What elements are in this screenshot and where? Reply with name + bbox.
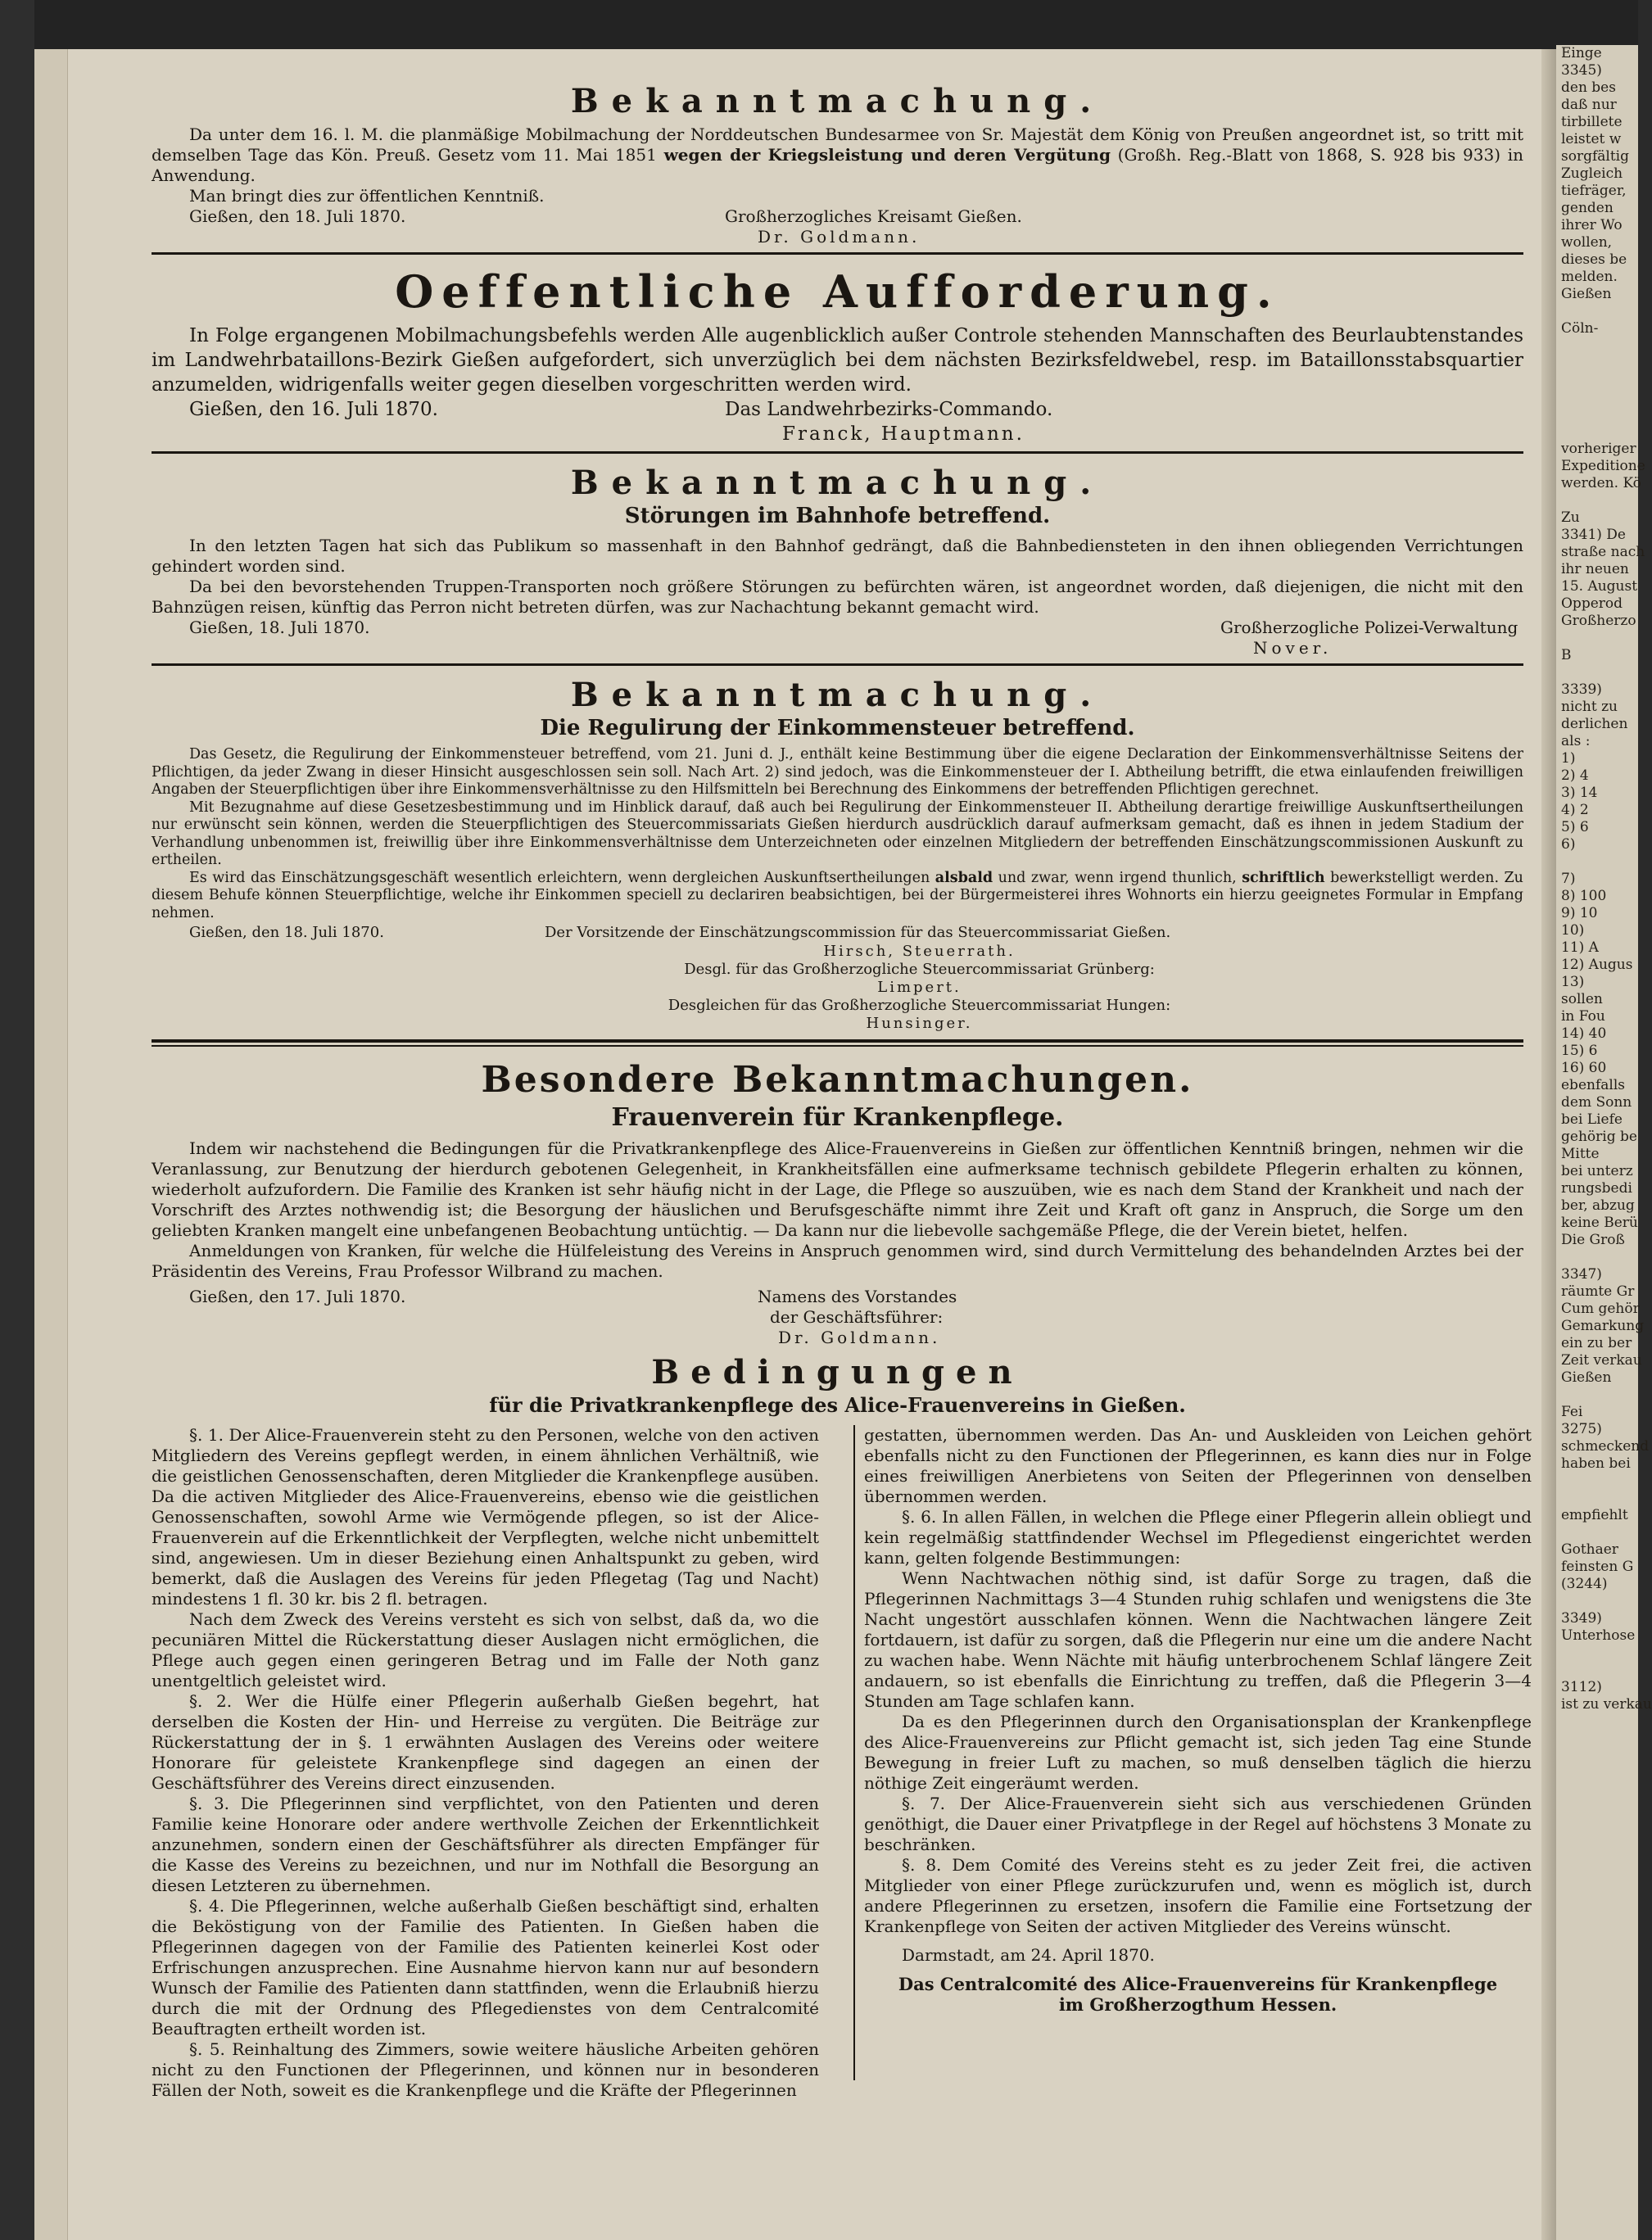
adjacent-page-line: 6) bbox=[1561, 836, 1576, 853]
adjacent-page-line: 3347) bbox=[1561, 1266, 1602, 1283]
notice-text-part: (Großh. Reg.-Blatt von 1868, S. 928 bis 933) in Anwendung. bbox=[152, 145, 1523, 185]
paragraph-1: §. 1. Der Alice-Frauenverein steht zu den Personen, welche von den activen Mitgliedern des Vereins gepflegt werden, in einem ähnlichen Verhältniß, wie die geistlichen Genossenschaften, deren Mitglieder die Krankenpflege ausüben. Da die activen Mitglieder des Alice-Frauenvereins, ebenso wie die geistlichen Genossenschaften, sowohl Arme wie Vermögende pflegen, so ist der Alice-Frauenverein auf die Erkenntlichkeit der Verpflegten, welche nicht unbemittelt sind, angewiesen. Um in dieser Beziehung einen Anhaltspunkt zu geben, wird bemerkt, daß die Auslagen des Vereins für jeden Pflegetag (Tag und Nacht) mindestens 1 fl. 30 kr. bis 2 fl. betragen. bbox=[152, 1425, 819, 1609]
place-date: Gießen, den 18. Juli 1870. bbox=[189, 924, 384, 941]
signature-row bbox=[152, 638, 1523, 658]
signature-row bbox=[152, 922, 1523, 943]
previous-page-edge bbox=[34, 49, 68, 2240]
adjacent-page-line: 3345) bbox=[1561, 62, 1602, 79]
adjacent-page-line: schmeckend bbox=[1561, 1438, 1650, 1455]
adjacent-page-line: bei Liefe bbox=[1561, 1111, 1623, 1128]
notice-paragraph: Da bei den bevorstehenden Truppen-Transporten noch größere Störungen zu befürchten wären, ist angeordnet worden, daß diejenigen, die nicht mit den Bahnzügen reisen, künftig das Perron nicht betreten dürfen, was zur Nachachtung bekannt gemacht wird. bbox=[152, 577, 1523, 617]
adjacent-page-line: Fei bbox=[1561, 1404, 1583, 1420]
section-title: Bedingungen bbox=[651, 1353, 1024, 1392]
two-column-body bbox=[152, 1425, 1532, 2100]
adjacent-page-line: melden. bbox=[1561, 269, 1618, 285]
adjacent-page-line bbox=[1556, 1387, 1638, 1404]
adjacent-page-line: 9) 10 bbox=[1561, 905, 1598, 921]
adjacent-page-line: sorgfältig bbox=[1561, 148, 1629, 165]
section-divider bbox=[152, 663, 1523, 666]
adjacent-page-line: rungsbedi bbox=[1561, 1180, 1632, 1197]
adjacent-page-line: Großherzo bbox=[1561, 613, 1636, 629]
adjacent-page-line: genden bbox=[1561, 200, 1614, 216]
adjacent-page-line: dem Sonn bbox=[1561, 1094, 1632, 1111]
adjacent-page-line: Mitte bbox=[1561, 1146, 1600, 1162]
column-divider bbox=[853, 1425, 855, 2080]
adjacent-page-line bbox=[1556, 389, 1638, 406]
scanner-background-left bbox=[0, 0, 34, 2240]
adjacent-page-line: Gothaer bbox=[1561, 1541, 1618, 1558]
adjacent-page-line bbox=[1556, 337, 1638, 355]
paragraph-5: §. 7. Der Alice-Frauenverein sieht sich aus verschiedenen Gründen genöthigt, die Dauer einer Privatpflege in der Regel auf höchstens 3 Monate zu beschränken. bbox=[864, 1794, 1532, 1854]
adjacent-page-line bbox=[1556, 664, 1638, 681]
adjacent-page-line: werden. Kö bbox=[1561, 475, 1641, 491]
signature-row bbox=[152, 206, 1523, 227]
adjacent-page-line: Opperod bbox=[1561, 595, 1623, 612]
adjacent-page-line: sollen bbox=[1561, 991, 1603, 1007]
adjacent-page-line: ihrer Wo bbox=[1561, 217, 1623, 233]
signature-name: Hunsinger. bbox=[866, 1015, 973, 1032]
adjacent-page-line: Gießen bbox=[1561, 286, 1612, 302]
notice-title: Bekanntmachung. bbox=[570, 464, 1105, 502]
adjacent-page-line: daß nur bbox=[1561, 97, 1617, 113]
section-divider bbox=[152, 451, 1523, 454]
adjacent-page-line: ein zu ber bbox=[1561, 1335, 1632, 1351]
adjacent-page-line: 4) 2 bbox=[1561, 802, 1589, 818]
adjacent-page-line: Zu bbox=[1561, 509, 1580, 526]
signature-row bbox=[152, 1307, 1523, 1328]
signature-line: Das Centralcomité des Alice-Frauenvereins für Krankenpflege bbox=[898, 1974, 1498, 1994]
adjacent-page-line bbox=[1556, 1524, 1638, 1541]
notice-paragraph: Mit Bezugnahme auf diese Gesetzesbestimmung und im Hinblick darauf, daß auch bei Regulirung der Einkommensteuer II. Abtheilung derartige freiwillige Auskunftsertheilungen nur erwünscht sein können, werden die Steuerpflichtigen des Steuercommissariats Gießen hierdurch ausdrücklich darauf aufmerksam gemacht, daß es ihnen in jedem Stadium der Verhandlung unbenommen ist, freiwillig über ihre Einkommensverhältnisse dem Unterzeichneten oder einzelnen Mitgliedern der betreffenden Einschätzungscommissionen Auskunft zu ertheilen. bbox=[152, 799, 1523, 868]
adjacent-page-line: haben bei bbox=[1561, 1455, 1631, 1472]
adjacent-page-line: als : bbox=[1561, 733, 1591, 749]
paragraph-6: §. 5. Reinhaltung des Zimmers, sowie weitere häusliche Arbeiten gehören nicht zu den Functionen der Pflegerinnen, und können nur in besonderen Fällen der Noth, soweit es die Krankenpflege und die Kräfte der Pflegerinnen bbox=[152, 2039, 819, 2100]
signature-row bbox=[152, 1287, 1523, 1307]
signature-row bbox=[152, 1328, 1523, 1348]
adjacent-page-line: 16) 60 bbox=[1561, 1060, 1607, 1076]
signature-row bbox=[152, 227, 1523, 247]
paragraph-4: §. 3. Die Pflegerinnen sind verpflichtet, von den Patienten und deren Familie keine Honorare oder andere werthvolle Zeichen der Erkenntlichkeit anzunehmen, sondern einen der Geschäftsführer als directen Empfänger für die Kasse des Vereins zu bezeichnen, und nur im Nothfall die Besorgung an diesen Letzteren zu übernehmen. bbox=[152, 1794, 819, 1895]
notice-text-part: bewerkstelligt werden. Zu diesem Behufe können Steuerpflichtige, welche ihr Einkommen speciell zu declariren beabsichtigen, bei der Bürgermeisterei ihres Wohnorts ein hierzu geeignetes Formular in Empfang nehmen. bbox=[152, 869, 1523, 921]
adjacent-page-line: ihr neuen bbox=[1561, 561, 1629, 577]
paragraph-4: Da es den Pflegerinnen durch den Organisationsplan der Krankenpflege des Alice-Frauenvereins zur Pflicht gemacht ist, sich jeden Tag eine Stunde Bewegung in freier Luft zu machen, so muß denselben täglich die hierzu nöthige Zeit eingeräumt werden. bbox=[864, 1712, 1532, 1793]
notice-bold-word: alsbald bbox=[935, 869, 993, 886]
adjacent-page-line bbox=[1556, 630, 1638, 647]
signer: Franck, Hauptmann. bbox=[782, 423, 1025, 445]
adjacent-page-line: 14) 40 bbox=[1561, 1025, 1607, 1042]
paragraph-3: §. 2. Wer die Hülfe einer Pflegerin außerhalb Gießen begehrt, hat derselben die Kosten der Hin- und Herreise zu vergüten. Die Beiträge zur Rückerstattung der in §. 1 erwähnten Auslagen des Vereins oder weitere Honorare für geleistete Krankenpflege sind dagegen an einen der Geschäftsführer des Vereins direct einzusenden. bbox=[152, 1691, 819, 1793]
notice-subtitle: Störungen im Bahnhofe betreffend. bbox=[624, 504, 1051, 528]
adjacent-page-line: 3275) bbox=[1561, 1421, 1602, 1437]
main-content bbox=[152, 82, 1532, 2100]
section-subtitle: Frauenverein für Krankenpflege. bbox=[611, 1103, 1064, 1132]
adjacent-page-line: feinsten G bbox=[1561, 1559, 1634, 1575]
authority: Großherzogliche Polizei-Verwaltung bbox=[1220, 618, 1518, 637]
adjacent-page-line: 10) bbox=[1561, 922, 1585, 939]
adjacent-page-line: wollen, bbox=[1561, 234, 1613, 251]
paragraph-5: §. 4. Die Pflegerinnen, welche außerhalb Gießen beschäftigt sind, erhalten die Beköstigung von der Familie des Patienten. In Gießen haben die Pflegerinnen dagegen von der Familie des Patienten keinerlei Kost oder Erfrischungen anzusprechen. Eine Ausnahme hiervon kann nur auf besondern Wunsch der Familie des Patienten dann stattfinden, wenn die Erlaubniß hierzu durch die mit der Ordnung des Pflegedienstes von dem Centralcomité Beauftragten ertheilt worden ist. bbox=[152, 1896, 819, 2039]
adjacent-page-line: 5) 6 bbox=[1561, 819, 1589, 835]
paragraph-3: Wenn Nachtwachen nöthig sind, ist dafür Sorge zu tragen, daß die Pflegerinnen Nachmittags 3—4 Stunden ruhig schlafen und wenigstens die 3te Nacht ungestört ausschlafen können. Wenn die Nachtwachen längere Zeit fortdauern, ist dafür zu sorgen, daß die Pflegerin nur eine um die andere Nacht zu wachen habe. Wenn Nächte mit häufig unterbrochenem Schlaf längere Zeit andauern, so ist ebenfalls die Einrichtung zu treffen, daß die Pflegerin 3—4 Stunden am Tage schlafen kann. bbox=[864, 1568, 1532, 1711]
notice-paragraph: Das Gesetz, die Regulirung der Einkommensteuer betreffend, vom 21. Juni d. J., enthält keine Bestimmung über die eigene Declaration der Einkommensverhältnisse Seitens der Pflichtigen, da jeder Zwang in dieser Hinsicht ausgeschlossen sein soll. Nach Art. 2) sind jedoch, was die Einkommensteuer der I. Abtheilung betrifft, die etwa einlaufenden freiwilligen Angaben der Steuerpflichtigen über ihre Einkommensverhältnisse zu den Hilfsmitteln bei Berechnung des Einkommens der betreffenden Pflichtigen gerechnet. bbox=[152, 746, 1523, 798]
signature-line: im Großherzogthum Hessen. bbox=[1058, 1994, 1337, 2015]
adjacent-page-line: 15) 6 bbox=[1561, 1043, 1598, 1059]
adjacent-page-line bbox=[1556, 1249, 1638, 1266]
adjacent-page-line: 1) bbox=[1561, 750, 1576, 767]
notice-title: Oeffentliche Aufforderung. bbox=[395, 265, 1280, 318]
adjacent-page-line: 12) Augus bbox=[1561, 957, 1633, 973]
adjacent-page-line: in Fou bbox=[1561, 1008, 1605, 1025]
adjacent-page-line bbox=[1556, 303, 1638, 320]
adjacent-page-line: 2) 4 bbox=[1561, 767, 1589, 784]
section-subtitle: für die Privatkrankenpflege des Alice-Frauenvereins in Gießen. bbox=[489, 1393, 1186, 1417]
adjacent-page-line: nicht zu bbox=[1561, 699, 1618, 715]
adjacent-page-line: keine Berü bbox=[1561, 1215, 1638, 1231]
signature-line: Desgl. für das Großherzogliche Steuercommissariat Grünberg: bbox=[684, 961, 1155, 978]
signature-name: Limpert. bbox=[877, 979, 962, 996]
notice-subtitle: Die Regulirung der Einkommensteuer betreffend. bbox=[540, 716, 1135, 740]
adjacent-page-line: B bbox=[1561, 647, 1572, 663]
adjacent-page-line: tirbillete bbox=[1561, 114, 1623, 130]
adjacent-page-line bbox=[1556, 372, 1638, 389]
adjacent-page-line bbox=[1556, 492, 1638, 509]
adjacent-page-line: Unterhose bbox=[1561, 1627, 1636, 1644]
notice-bold-word: schriftlich bbox=[1242, 869, 1325, 886]
adjacent-page-line: 3112) bbox=[1561, 1679, 1602, 1695]
adjacent-page-line bbox=[1556, 406, 1638, 423]
adjacent-page-line: leistet w bbox=[1561, 131, 1622, 147]
notice-bold-phrase: wegen der Kriegsleistung und deren Vergütung bbox=[663, 145, 1111, 165]
adjacent-page-line: 3349) bbox=[1561, 1610, 1602, 1627]
adjacent-page-line: den bes bbox=[1561, 79, 1616, 96]
adjacent-page-line: Die Groß bbox=[1561, 1232, 1625, 1248]
adjacent-page-line bbox=[1556, 1473, 1638, 1490]
adjacent-page-line: räumte Gr bbox=[1561, 1283, 1635, 1300]
adjacent-page-line: Gießen bbox=[1561, 1369, 1612, 1386]
signature-line: der Geschäftsführer: bbox=[770, 1307, 944, 1327]
place-date: Darmstadt, am 24. April 1870. bbox=[902, 1945, 1155, 1965]
notice-mobilization bbox=[152, 82, 1523, 247]
adjacent-page-line: ber, abzug bbox=[1561, 1197, 1635, 1214]
adjacent-page-line: (3244) bbox=[1561, 1576, 1608, 1592]
signer: Nover. bbox=[1253, 638, 1333, 658]
adjacent-page-line: 11) A bbox=[1561, 939, 1599, 956]
signer: Dr. Goldmann. bbox=[758, 227, 921, 247]
adjacent-page-line: tiefräger, bbox=[1561, 183, 1627, 199]
paragraph-2: §. 6. In allen Fällen, in welchen die Pflege einer Pflegerin allein obliegt und kein regelmäßig stattfindender Wechsel im Pflegedienst eingerichtet werden kann, gelten folgende Bestimmungen: bbox=[864, 1507, 1532, 1568]
notice-text-part: und zwar, wenn irgend thunlich, bbox=[998, 869, 1237, 886]
adjacent-page-line: dieses be bbox=[1561, 251, 1627, 268]
adjacent-page-line: 13) bbox=[1561, 974, 1585, 990]
right-column bbox=[864, 1425, 1532, 2015]
adjacent-page-line: vorheriger bbox=[1561, 441, 1636, 457]
adjacent-page-line: Zugleich bbox=[1561, 165, 1623, 182]
adjacent-page-line bbox=[1556, 1593, 1638, 1610]
adjacent-page-line: 3) 14 bbox=[1561, 785, 1598, 801]
section-divider bbox=[152, 252, 1523, 255]
adjacent-page-line: bei unterz bbox=[1561, 1163, 1633, 1179]
adjacent-page-line: derlichen bbox=[1561, 716, 1628, 732]
notice-paragraph: In den letzten Tagen hat sich das Publikum so massenhaft in den Bahnhof gedrängt, daß die Bahnbediensteten in den ihnen obliegenden Verrichtungen gehindert worden sind. bbox=[152, 536, 1523, 576]
adjacent-page-line: 8) 100 bbox=[1561, 888, 1607, 904]
signature-line: Dr. Goldmann. bbox=[778, 1328, 941, 1347]
signature-row bbox=[152, 397, 1523, 422]
adjacent-page-line: Cum gehör bbox=[1561, 1301, 1640, 1317]
adjacent-page-line: Expeditione bbox=[1561, 458, 1645, 474]
adjacent-page-line: Gemarkung bbox=[1561, 1318, 1645, 1334]
adjacent-page-line: straße nach bbox=[1561, 544, 1645, 560]
notice-railway-station bbox=[152, 464, 1523, 658]
notice-paragraph: Indem wir nachstehend die Bedingungen für die Privatkrankenpflege des Alice-Frauenvereins in Gießen zur öffentlichen Kenntniß bringen, nehmen wir die Veranlassung, zur Benutzung der hierdurch gebotenen Gelegenheit, in Krankheitsfällen eine aufmerksame technisch gebildete Pflegerin erhalten zu können, wiederholt aufzufordern. Die Familie des Kranken ist sehr häufig nicht in der Lage, die Pflege so auszuüben, wie es nach dem Stand der Krankheit und nach der Vorschrift des Arztes nothwendig ist; die Besorgung der häuslichen und Berufsgeschäfte nimmt ihre Zeit und Kraft oft ganz in Anspruch, die Sorge um den geliebten Kranken mangelt eine unbefangenen Beobachtung untüchtig. — Da kann nur die liebevolle sachgemäße Pflege, die der Verein bietet, helfen. bbox=[152, 1138, 1523, 1240]
notice-text-part: Da unter dem 16. l. M. die planmäßige Mobilmachung der Norddeutschen Bundesarmee von Sr. Majestät dem König von Preußen angeordnet ist, so tritt mit demselben Tage das Kön. Preuß. Gesetz vom 11. Mai 1851 bbox=[152, 124, 1523, 165]
section-divider-double bbox=[152, 1039, 1523, 1047]
signature-line: Namens des Vorstandes bbox=[758, 1287, 957, 1306]
adjacent-page-line: 3339) bbox=[1561, 681, 1602, 698]
notice-text-part: Es wird das Einschätzungsgeschäft wesentlich erleichtern, wenn dergleichen Auskunftsertheilungen bbox=[189, 869, 930, 886]
special-announcements bbox=[152, 1058, 1523, 1348]
conditions-private-nursing bbox=[152, 1353, 1532, 2100]
adjacent-page-line: 7) bbox=[1561, 871, 1576, 887]
notice-note: Man bringt dies zur öffentlichen Kenntniß. bbox=[189, 186, 545, 206]
notice-title: Bekanntmachung. bbox=[570, 676, 1105, 714]
paragraph-2: Nach dem Zweck des Vereins versteht es sich von selbst, daß da, wo die pecuniären Mittel die Rückerstattung dieser Auslagen nicht ermöglichen, die Pflege auch gegen einen geringeren Betrag und im Falle der Noth ganz unentgeltlich geleistet wird. bbox=[152, 1609, 819, 1690]
adjacent-page-line bbox=[1556, 853, 1638, 871]
notice-title: Bekanntmachung. bbox=[570, 82, 1105, 120]
adjacent-page-line: empfiehlt bbox=[1561, 1507, 1628, 1523]
adjacent-page-line: Cöln- bbox=[1561, 320, 1599, 337]
paragraph-1: gestatten, übernommen werden. Das An- und Auskleiden von Leichen gehört ebenfalls nicht zu den Functionen der Pflegerinnen, es kann dies nur in Folge eines freiwilligen Anerbietens von Seiten der Pflegerinnen von denselben übernommen werden. bbox=[864, 1425, 1532, 1506]
place-date: Gießen, den 16. Juli 1870. bbox=[189, 399, 438, 420]
paragraph-6: §. 8. Dem Comité des Vereins steht es zu jeder Zeit frei, die activen Mitglieder von einer Pflege zurückzurufen und, wenn es möglich ist, durch andere Pflegerinnen zu ersetzen, insofern die Familie eine Fortsetzung der Krankenpflege von Seiten der activen Mitglieder des Vereins wünscht. bbox=[864, 1855, 1532, 1936]
adjacent-page-line bbox=[1556, 355, 1638, 372]
place-date: Gießen, den 18. Juli 1870. bbox=[189, 206, 406, 226]
section-title: Besondere Bekanntmachungen. bbox=[481, 1059, 1194, 1101]
place-date: Gießen, 18. Juli 1870. bbox=[189, 618, 370, 637]
signature-row bbox=[152, 422, 1523, 446]
notice-income-tax bbox=[152, 676, 1523, 1033]
notice-public-call bbox=[152, 265, 1523, 446]
place-date: Gießen, den 17. Juli 1870. bbox=[189, 1287, 406, 1306]
authority: Großherzogliches Kreisamt Gießen. bbox=[725, 206, 1022, 226]
adjacent-page-line bbox=[1556, 423, 1638, 441]
adjacent-page-fragment bbox=[1556, 45, 1652, 2240]
adjacent-page-line bbox=[1556, 1662, 1638, 1679]
adjacent-page-line: Zeit verkau bbox=[1561, 1352, 1642, 1369]
signature-line: Desgleichen für das Großherzogliche Steuercommissariat Hungen: bbox=[668, 997, 1171, 1014]
signature-name: Hirsch, Steuerrath. bbox=[823, 943, 1016, 960]
notice-text bbox=[152, 124, 1523, 186]
notice-paragraph: Anmeldungen von Kranken, für welche die Hülfeleistung des Vereins in Anspruch genommen wird, sind durch Vermittelung des behandelnden Arztes bei der Präsidentin des Vereins, Frau Professor Wilbrand zu machen. bbox=[152, 1241, 1523, 1281]
signature-row bbox=[152, 618, 1523, 638]
notice-paragraph bbox=[152, 870, 1523, 923]
adjacent-page-line: gehörig be bbox=[1561, 1129, 1637, 1145]
adjacent-page-line: 3341) De bbox=[1561, 527, 1626, 543]
signature-line: Der Vorsitzende der Einschätzungscommission für das Steuercommissariat Gießen. bbox=[545, 924, 1171, 941]
adjacent-page-line bbox=[1556, 1645, 1638, 1662]
notice-text: In Folge ergangenen Mobilmachungsbefehls werden Alle augenblicklich außer Controle stehenden Mannschaften des Beurlaubtenstandes im Landwehrbataillons-Bezirk Gießen aufgefordert, sich unverzüglich bei dem nächsten Bezirksfeldwebel, resp. im Bataillonsstabsquartier anzumelden, widrigenfalls weiter gegen dieselben vorgeschritten werden wird. bbox=[152, 325, 1523, 396]
adjacent-page-line: Einge bbox=[1561, 45, 1602, 61]
adjacent-page-line: 15. August bbox=[1561, 578, 1638, 595]
left-column bbox=[152, 1425, 819, 2101]
adjacent-page-line: ist zu verkau bbox=[1561, 1696, 1652, 1713]
adjacent-page-line bbox=[1556, 1490, 1638, 1507]
adjacent-page-line: ebenfalls bbox=[1561, 1077, 1625, 1093]
authority: Das Landwehrbezirks-Commando. bbox=[725, 399, 1053, 420]
